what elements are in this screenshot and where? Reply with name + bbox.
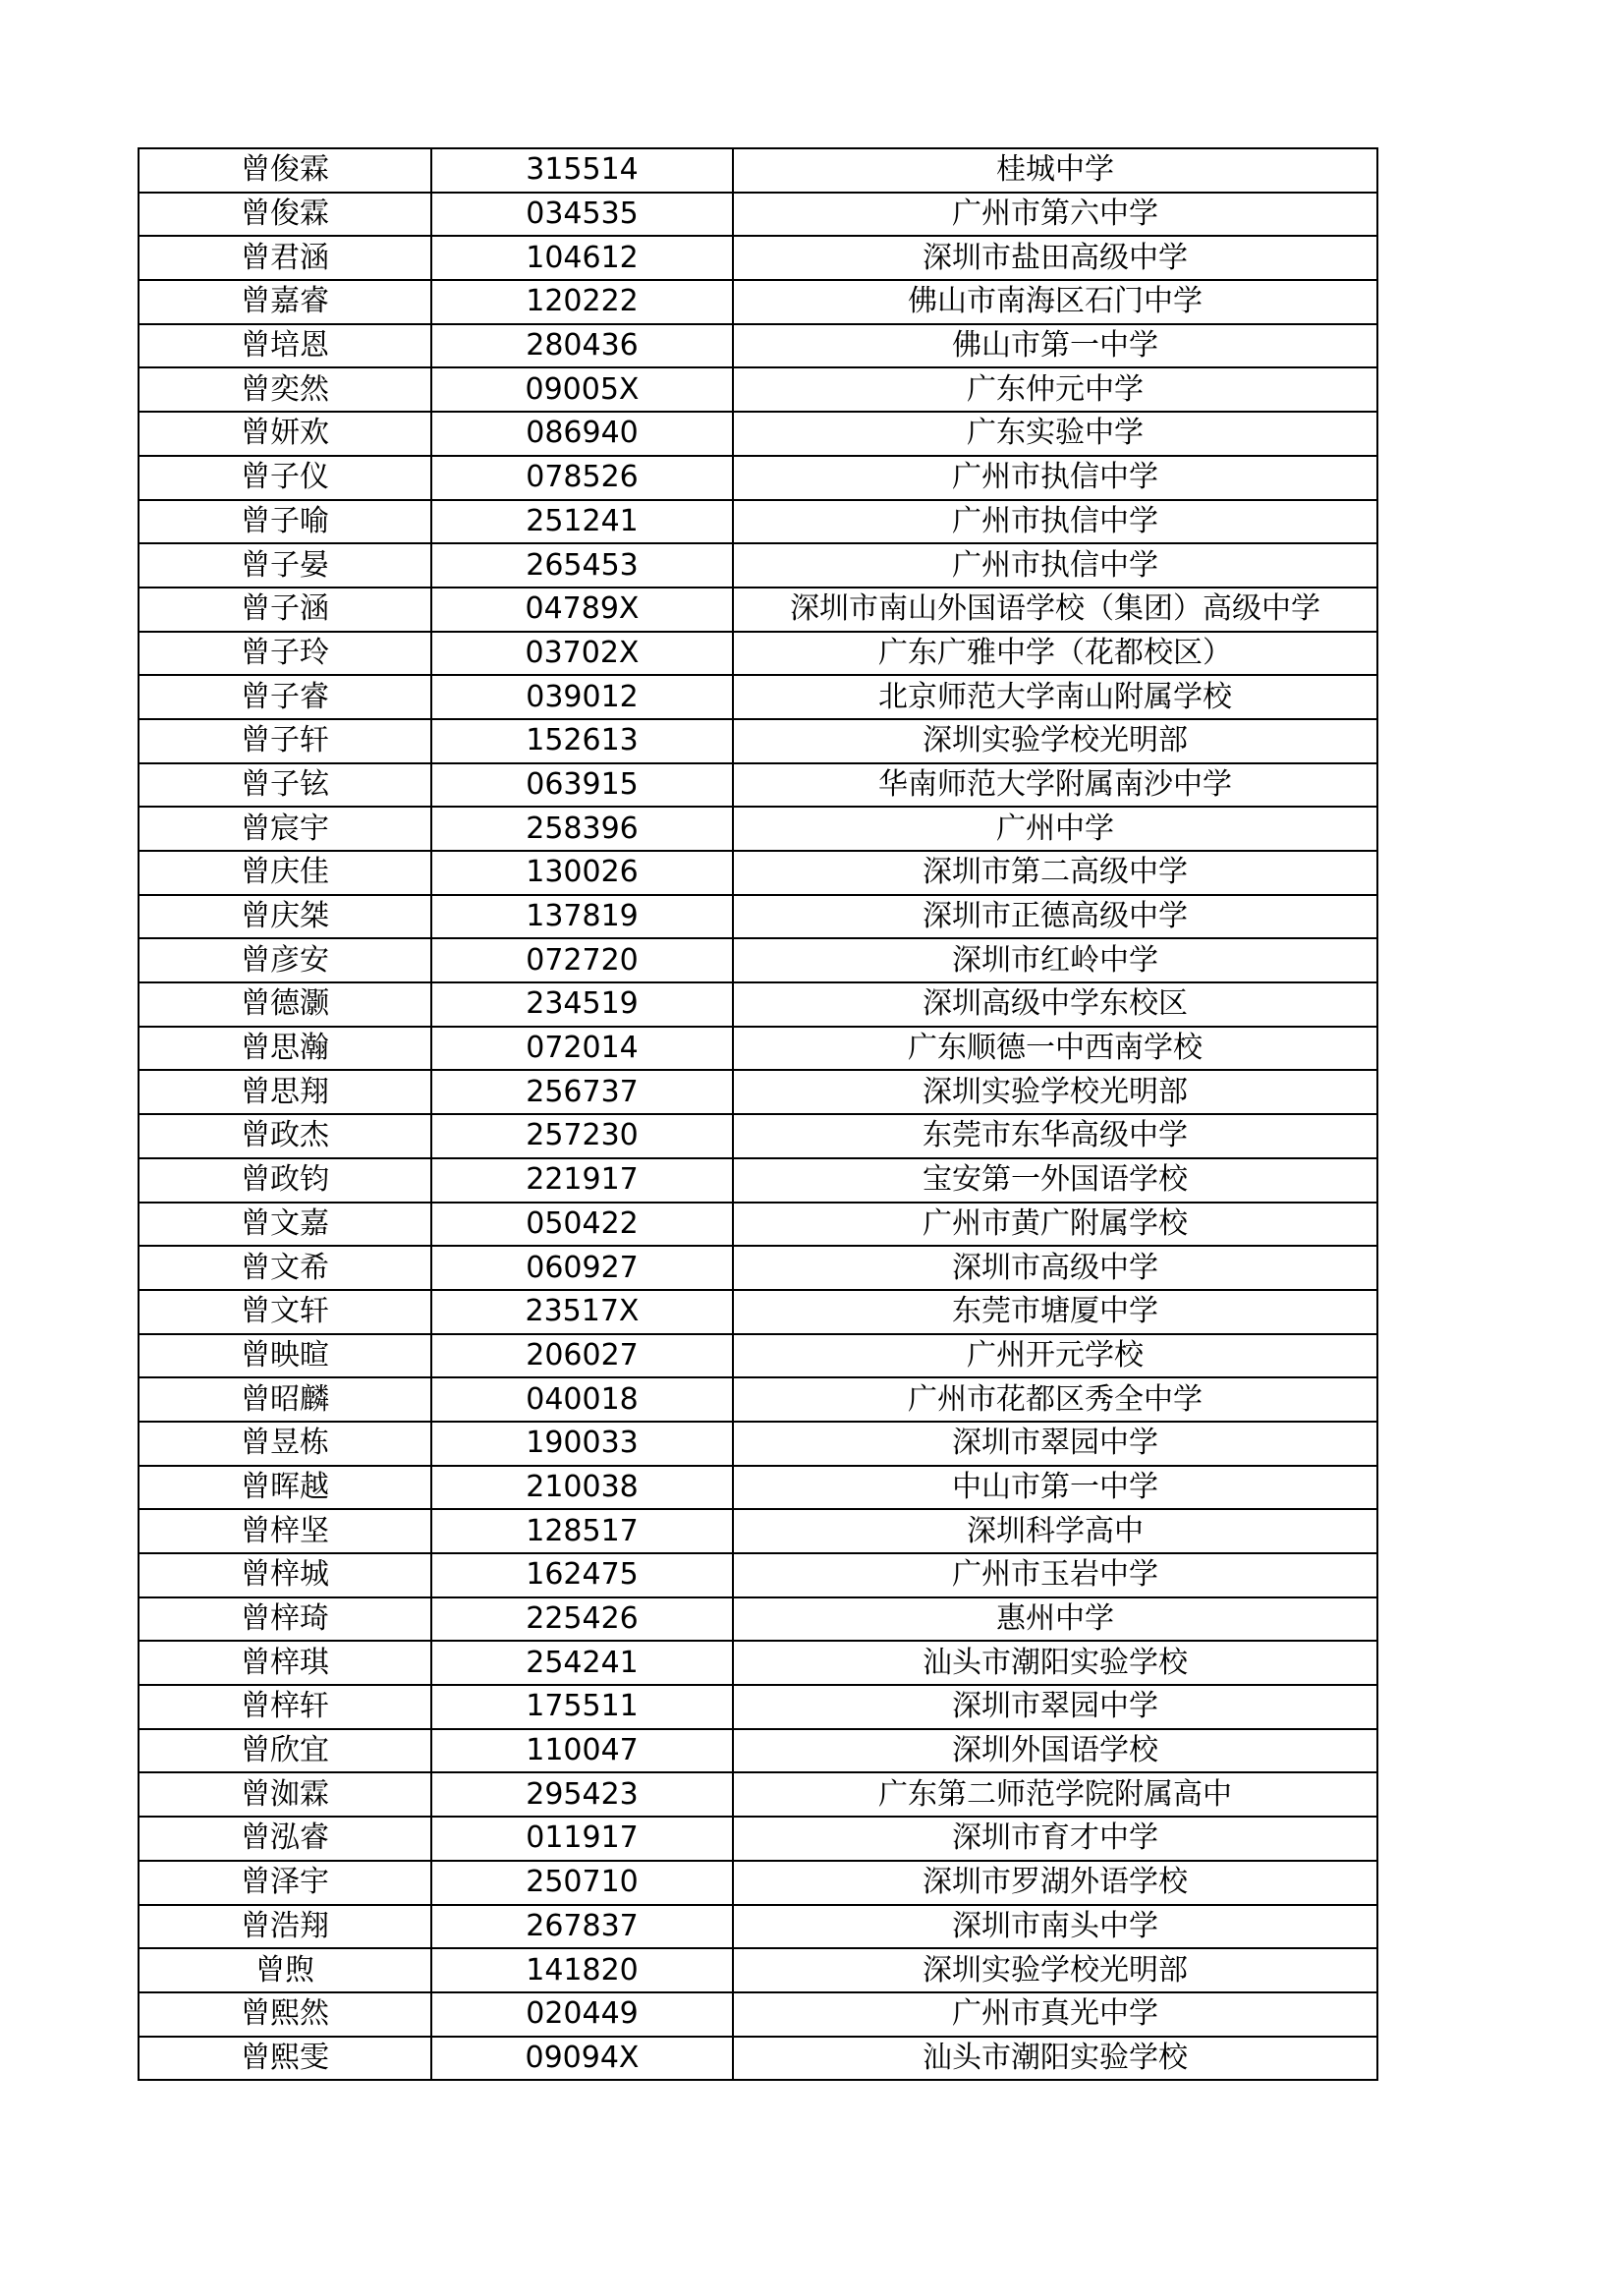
student-id-cell: 295423 (431, 1772, 733, 1817)
school-name-cell: 广州市花都区秀全中学 (733, 1377, 1377, 1422)
school-name-cell: 广州市真光中学 (733, 1992, 1377, 2037)
student-roster-table (138, 147, 1378, 2081)
table-row (139, 1992, 1377, 2037)
school-name-cell: 深圳市第二高级中学 (733, 851, 1377, 895)
school-name-cell: 深圳市红岭中学 (733, 938, 1377, 982)
school-name-cell: 广州市执信中学 (733, 500, 1377, 544)
student-name-cell: 曾俊霖 (139, 148, 431, 193)
student-name-cell: 曾泓睿 (139, 1817, 431, 1861)
student-id-cell: 250710 (431, 1861, 733, 1905)
student-id-cell: 072014 (431, 1027, 733, 1071)
table-row (139, 236, 1377, 280)
student-name-cell: 曾子铉 (139, 763, 431, 808)
student-id-cell: 315514 (431, 148, 733, 193)
student-name-cell: 曾子睿 (139, 675, 431, 719)
school-name-cell: 深圳科学高中 (733, 1509, 1377, 1553)
student-name-cell: 曾文嘉 (139, 1203, 431, 1247)
table-row (139, 1597, 1377, 1642)
school-name-cell: 深圳实验学校光明部 (733, 719, 1377, 763)
student-id-cell: 072720 (431, 938, 733, 982)
table-row (139, 1027, 1377, 1071)
student-name-cell: 曾梓城 (139, 1553, 431, 1597)
student-id-cell: 206027 (431, 1334, 733, 1378)
table-row (139, 1729, 1377, 1773)
school-name-cell: 广东广雅中学（花都校区） (733, 632, 1377, 676)
student-id-cell: 254241 (431, 1641, 733, 1685)
student-id-cell: 221917 (431, 1158, 733, 1203)
student-id-cell: 04789X (431, 588, 733, 632)
student-id-cell: 128517 (431, 1509, 733, 1553)
student-id-cell: 086940 (431, 412, 733, 456)
table-row (139, 412, 1377, 456)
student-id-cell: 104612 (431, 236, 733, 280)
school-name-cell: 深圳市正德高级中学 (733, 895, 1377, 939)
student-name-cell: 曾培恩 (139, 324, 431, 368)
student-id-cell: 011917 (431, 1817, 733, 1861)
student-name-cell: 曾奕然 (139, 367, 431, 412)
student-name-cell: 曾子玲 (139, 632, 431, 676)
table-row (139, 851, 1377, 895)
school-name-cell: 宝安第一外国语学校 (733, 1158, 1377, 1203)
student-id-cell: 265453 (431, 543, 733, 588)
roster-body (139, 148, 1377, 2080)
student-id-cell: 152613 (431, 719, 733, 763)
table-row (139, 1772, 1377, 1817)
table-row (139, 588, 1377, 632)
student-name-cell: 曾妍欢 (139, 412, 431, 456)
student-id-cell: 130026 (431, 851, 733, 895)
student-name-cell: 曾洳霖 (139, 1772, 431, 1817)
student-name-cell: 曾子喻 (139, 500, 431, 544)
school-name-cell: 广东第二师范学院附属高中 (733, 1772, 1377, 1817)
student-id-cell: 034535 (431, 193, 733, 237)
student-name-cell: 曾熙雯 (139, 2037, 431, 2081)
school-name-cell: 深圳市南山外国语学校（集团）高级中学 (733, 588, 1377, 632)
school-name-cell: 广东实验中学 (733, 412, 1377, 456)
student-name-cell: 曾政钧 (139, 1158, 431, 1203)
table-row (139, 1422, 1377, 1466)
table-row (139, 1334, 1377, 1378)
student-name-cell: 曾熙然 (139, 1992, 431, 2037)
table-row (139, 543, 1377, 588)
student-id-cell: 110047 (431, 1729, 733, 1773)
table-row (139, 500, 1377, 544)
school-name-cell: 汕头市潮阳实验学校 (733, 1641, 1377, 1685)
student-id-cell: 050422 (431, 1203, 733, 1247)
student-name-cell: 曾昭麟 (139, 1377, 431, 1422)
student-name-cell: 曾俊霖 (139, 193, 431, 237)
school-name-cell: 北京师范大学南山附属学校 (733, 675, 1377, 719)
student-name-cell: 曾梓坚 (139, 1509, 431, 1553)
student-name-cell: 曾德灏 (139, 982, 431, 1027)
table-row (139, 1290, 1377, 1334)
student-name-cell: 曾政杰 (139, 1114, 431, 1158)
student-id-cell: 060927 (431, 1246, 733, 1290)
student-name-cell: 曾庆桀 (139, 895, 431, 939)
table-row (139, 938, 1377, 982)
table-row (139, 675, 1377, 719)
table-row (139, 1817, 1377, 1861)
student-name-cell: 曾彦安 (139, 938, 431, 982)
student-id-cell: 020449 (431, 1992, 733, 2037)
school-name-cell: 广州市执信中学 (733, 456, 1377, 500)
student-name-cell: 曾梓琪 (139, 1641, 431, 1685)
school-name-cell: 东莞市塘厦中学 (733, 1290, 1377, 1334)
school-name-cell: 深圳市翠园中学 (733, 1422, 1377, 1466)
student-id-cell: 190033 (431, 1422, 733, 1466)
table-row (139, 193, 1377, 237)
school-name-cell: 广州市黄广附属学校 (733, 1203, 1377, 1247)
student-name-cell: 曾浩翔 (139, 1905, 431, 1949)
student-id-cell: 234519 (431, 982, 733, 1027)
table-row (139, 1685, 1377, 1729)
school-name-cell: 深圳市南头中学 (733, 1905, 1377, 1949)
student-id-cell: 03702X (431, 632, 733, 676)
table-row (139, 1466, 1377, 1510)
student-id-cell: 280436 (431, 324, 733, 368)
student-name-cell: 曾子涵 (139, 588, 431, 632)
table-row (139, 1114, 1377, 1158)
school-name-cell: 广州市玉岩中学 (733, 1553, 1377, 1597)
school-name-cell: 深圳市盐田高级中学 (733, 236, 1377, 280)
school-name-cell: 佛山市第一中学 (733, 324, 1377, 368)
student-id-cell: 257230 (431, 1114, 733, 1158)
school-name-cell: 惠州中学 (733, 1597, 1377, 1642)
table-row (139, 2037, 1377, 2081)
student-id-cell: 251241 (431, 500, 733, 544)
school-name-cell: 深圳市翠园中学 (733, 1685, 1377, 1729)
student-id-cell: 09094X (431, 2037, 733, 2081)
student-id-cell: 23517X (431, 1290, 733, 1334)
school-name-cell: 东莞市东华高级中学 (733, 1114, 1377, 1158)
student-name-cell: 曾思翔 (139, 1070, 431, 1114)
table-row (139, 1948, 1377, 1992)
table-row (139, 280, 1377, 324)
table-row (139, 1641, 1377, 1685)
table-row (139, 456, 1377, 500)
school-name-cell: 深圳市高级中学 (733, 1246, 1377, 1290)
table-row (139, 763, 1377, 808)
school-name-cell: 佛山市南海区石门中学 (733, 280, 1377, 324)
student-name-cell: 曾梓琦 (139, 1597, 431, 1642)
student-id-cell: 175511 (431, 1685, 733, 1729)
table-row (139, 1905, 1377, 1949)
student-name-cell: 曾君涵 (139, 236, 431, 280)
student-id-cell: 039012 (431, 675, 733, 719)
student-id-cell: 225426 (431, 1597, 733, 1642)
student-name-cell: 曾子仪 (139, 456, 431, 500)
table-row (139, 1509, 1377, 1553)
table-row (139, 719, 1377, 763)
student-name-cell: 曾子晏 (139, 543, 431, 588)
school-name-cell: 深圳外国语学校 (733, 1729, 1377, 1773)
student-name-cell: 曾泽宇 (139, 1861, 431, 1905)
table-row (139, 1377, 1377, 1422)
student-name-cell: 曾梓轩 (139, 1685, 431, 1729)
table-row (139, 1158, 1377, 1203)
student-name-cell: 曾昱栋 (139, 1422, 431, 1466)
table-row (139, 324, 1377, 368)
student-id-cell: 120222 (431, 280, 733, 324)
table-row (139, 982, 1377, 1027)
table-row (139, 1861, 1377, 1905)
table-row (139, 1203, 1377, 1247)
student-id-cell: 267837 (431, 1905, 733, 1949)
student-id-cell: 210038 (431, 1466, 733, 1510)
student-name-cell: 曾嘉睿 (139, 280, 431, 324)
table-row (139, 895, 1377, 939)
student-name-cell: 曾文轩 (139, 1290, 431, 1334)
student-id-cell: 258396 (431, 807, 733, 851)
school-name-cell: 深圳实验学校光明部 (733, 1070, 1377, 1114)
school-name-cell: 深圳市罗湖外语学校 (733, 1861, 1377, 1905)
student-id-cell: 09005X (431, 367, 733, 412)
student-name-cell: 曾欣宜 (139, 1729, 431, 1773)
student-name-cell: 曾宸宇 (139, 807, 431, 851)
student-name-cell: 曾煦 (139, 1948, 431, 1992)
table-row (139, 1070, 1377, 1114)
student-name-cell: 曾晖越 (139, 1466, 431, 1510)
student-id-cell: 162475 (431, 1553, 733, 1597)
student-id-cell: 040018 (431, 1377, 733, 1422)
table-row (139, 148, 1377, 193)
school-name-cell: 广州开元学校 (733, 1334, 1377, 1378)
student-id-cell: 137819 (431, 895, 733, 939)
student-id-cell: 078526 (431, 456, 733, 500)
student-id-cell: 256737 (431, 1070, 733, 1114)
school-name-cell: 中山市第一中学 (733, 1466, 1377, 1510)
student-id-cell: 141820 (431, 1948, 733, 1992)
school-name-cell: 深圳实验学校光明部 (733, 1948, 1377, 1992)
school-name-cell: 华南师范大学附属南沙中学 (733, 763, 1377, 808)
student-name-cell: 曾映暄 (139, 1334, 431, 1378)
table-row (139, 1246, 1377, 1290)
student-name-cell: 曾庆佳 (139, 851, 431, 895)
school-name-cell: 广州中学 (733, 807, 1377, 851)
school-name-cell: 广州市执信中学 (733, 543, 1377, 588)
table-row (139, 367, 1377, 412)
table-row (139, 807, 1377, 851)
school-name-cell: 深圳市育才中学 (733, 1817, 1377, 1861)
table-row (139, 632, 1377, 676)
school-name-cell: 广东顺德一中西南学校 (733, 1027, 1377, 1071)
student-name-cell: 曾思瀚 (139, 1027, 431, 1071)
school-name-cell: 桂城中学 (733, 148, 1377, 193)
school-name-cell: 汕头市潮阳实验学校 (733, 2037, 1377, 2081)
student-name-cell: 曾文希 (139, 1246, 431, 1290)
school-name-cell: 广东仲元中学 (733, 367, 1377, 412)
student-name-cell: 曾子轩 (139, 719, 431, 763)
school-name-cell: 广州市第六中学 (733, 193, 1377, 237)
student-id-cell: 063915 (431, 763, 733, 808)
school-name-cell: 深圳高级中学东校区 (733, 982, 1377, 1027)
table-row (139, 1553, 1377, 1597)
